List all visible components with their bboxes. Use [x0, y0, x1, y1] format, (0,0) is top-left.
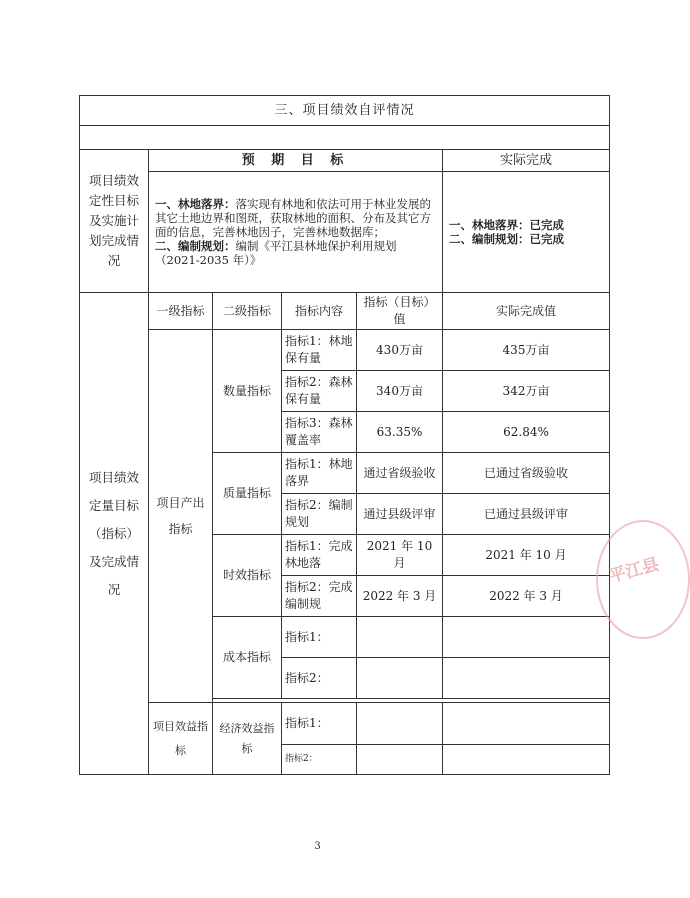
- done-1: 一、林地落界：已完成: [449, 218, 564, 232]
- benefit-indicator-label: 项目效益指标: [149, 703, 213, 775]
- expected-goal-cell: [149, 172, 443, 293]
- indicator-actual: 62.84%: [443, 412, 610, 453]
- quantitative-label: 项目绩效定量目标（指标）及完成情况: [80, 293, 149, 775]
- self-evaluation-table: [79, 95, 610, 775]
- indicator-target: [357, 703, 443, 745]
- cost-indicator-label: 成本指标: [213, 617, 282, 699]
- actual-completion-cell: [443, 172, 610, 293]
- timeliness-indicator-label: 时效指标: [213, 535, 282, 617]
- indicator-actual: 2022 年 3 月: [443, 576, 610, 617]
- level2-header: 二级指标: [213, 293, 282, 330]
- indicator-actual: [443, 658, 610, 699]
- economic-benefit-label: 经济效益指标: [213, 703, 282, 775]
- quantity-indicator-label: 数量指标: [213, 330, 282, 453]
- indicator-content: 指标1：: [282, 703, 357, 745]
- indicator-target: 通过县级评审: [357, 494, 443, 535]
- indicator-target: 2021 年 10 月: [357, 535, 443, 576]
- expected-goal-header: 预 期 目 标: [149, 150, 443, 172]
- indicator-content: 指标3：森林覆盖率: [282, 412, 357, 453]
- output-indicator-label: 项目产出指标: [149, 330, 213, 703]
- indicator-target: [357, 658, 443, 699]
- goal-1-label: 一、林地落界：: [155, 197, 236, 211]
- indicator-content: 指标2：森林保有量: [282, 371, 357, 412]
- indicator-actual: 342万亩: [443, 371, 610, 412]
- actual-completion-header: 实际完成: [443, 150, 610, 172]
- indicator-actual: 已通过县级评审: [443, 494, 610, 535]
- indicator-content: 指标2：编制规划: [282, 494, 357, 535]
- qualitative-label: 项目绩效定性目标及实施计划完成情况: [80, 150, 149, 293]
- content-header: 指标内容: [282, 293, 357, 330]
- indicator-target: 通过省级验收: [357, 453, 443, 494]
- indicator-actual: 435万亩: [443, 330, 610, 371]
- page-number: 3: [314, 841, 321, 852]
- target-header: 指标（目标）值: [357, 293, 443, 330]
- indicator-target: [357, 617, 443, 658]
- stamp-text: 平江县: [606, 554, 662, 588]
- indicator-actual: 已通过省级验收: [443, 453, 610, 494]
- indicator-content: 指标2：: [282, 745, 357, 775]
- level1-header: 一级指标: [149, 293, 213, 330]
- indicator-content: 指标1：林地落界: [282, 453, 357, 494]
- indicator-actual: [443, 745, 610, 775]
- red-seal-stamp: [596, 520, 690, 639]
- section-title: 三、项目绩效自评情况: [80, 96, 610, 126]
- quality-indicator-label: 质量指标: [213, 453, 282, 535]
- indicator-actual: 2021 年 10 月: [443, 535, 610, 576]
- indicator-content: 指标1：: [282, 617, 357, 658]
- indicator-target: 430万亩: [357, 330, 443, 371]
- goal-2-text: 编制《平江县林地保护利用规划（2021-2035 年）》: [155, 239, 397, 267]
- indicator-actual: [443, 617, 610, 658]
- done-2: 二、编制规划：已完成: [449, 232, 564, 246]
- actual-header: 实际完成值: [443, 293, 610, 330]
- indicator-target: 2022 年 3 月: [357, 576, 443, 617]
- indicator-content: 指标2：完成编制规: [282, 576, 357, 617]
- indicator-content: 指标1：完成林地落: [282, 535, 357, 576]
- blank-row: [80, 126, 610, 150]
- goal-2-label: 二、编制规划：: [155, 239, 236, 253]
- indicator-target: 340万亩: [357, 371, 443, 412]
- indicator-target: [357, 745, 443, 775]
- indicator-content: 指标2：: [282, 658, 357, 699]
- indicator-target: 63.35%: [357, 412, 443, 453]
- goal-1-text: 落实现有林地和依法可用于林业发展的其它土地边界和图斑，获取林地的面积、分布及其它方面的信息，完善林地因子，完善林地数据库；: [155, 197, 431, 239]
- indicator-actual: [443, 703, 610, 745]
- indicator-content: 指标1：林地保有量: [282, 330, 357, 371]
